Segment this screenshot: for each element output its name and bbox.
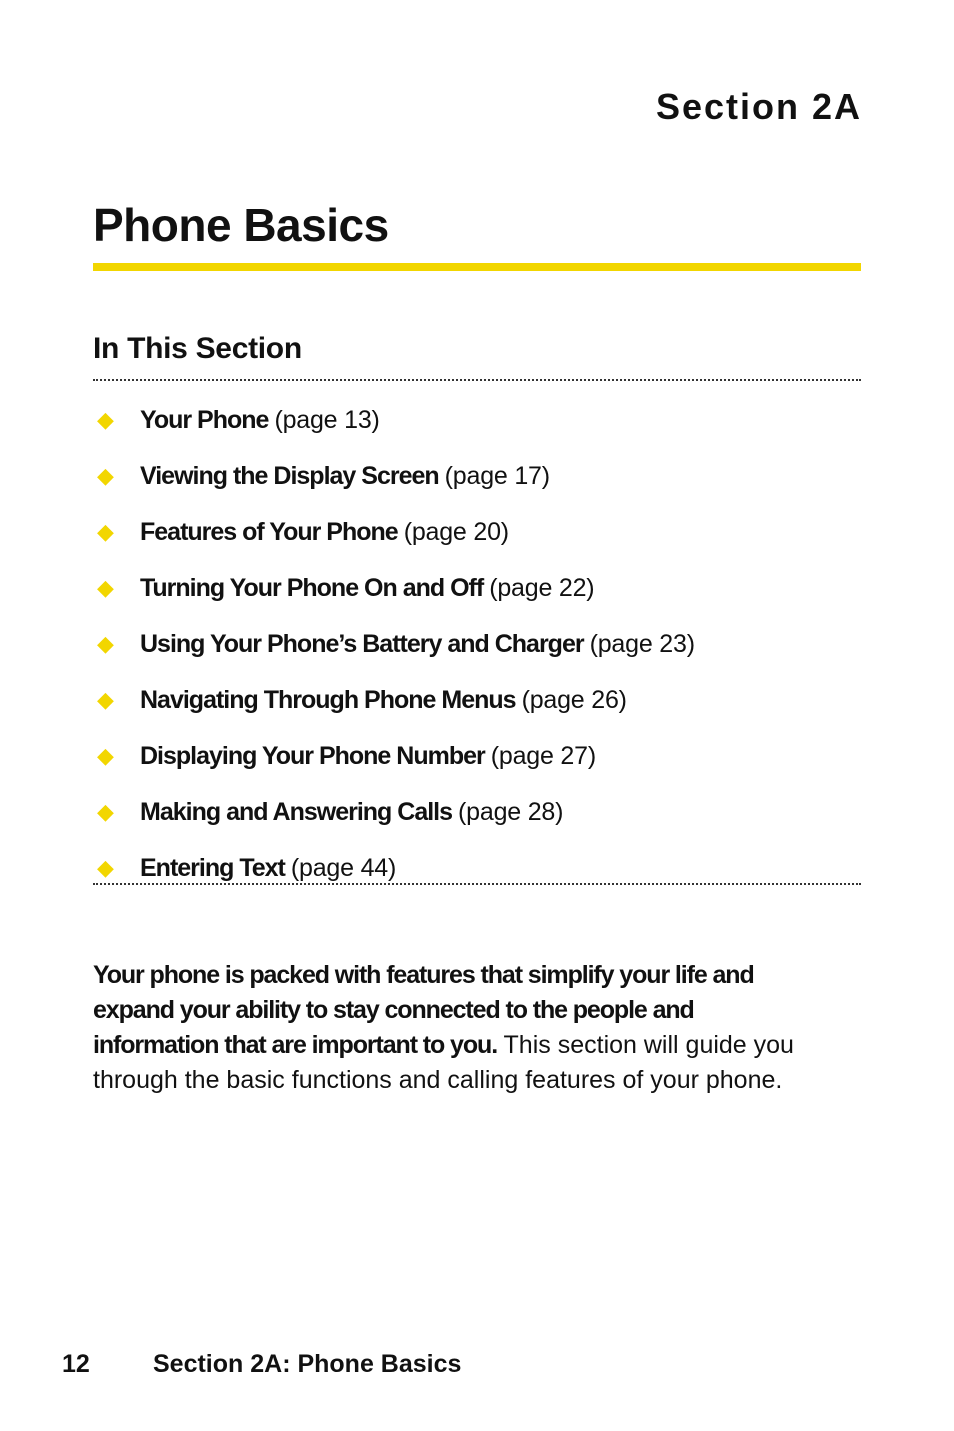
footer-page-number: 12 [62,1350,90,1378]
page-footer [62,1350,461,1379]
section-link-page: (page 44) [290,853,397,882]
section-link-title[interactable]: Displaying Your Phone Number [140,741,485,770]
section-link-page: (page 26) [521,685,627,714]
diamond-bullet-icon: ◆ [97,799,114,824]
section-link-item[interactable] [93,784,861,840]
section-link-title[interactable]: Using Your Phone’s Battery and Charger [140,629,584,658]
section-link-page: (page 23) [589,629,695,658]
section-link-title[interactable]: Entering Text [140,853,285,882]
section-link-page: (page 27) [490,741,596,770]
section-contents-list [93,392,861,896]
section-link-title[interactable]: Turning Your Phone On and Off [140,573,484,602]
section-link-item[interactable] [93,840,861,896]
section-label: Section 2A [655,86,862,127]
section-link-page: (page 22) [489,573,595,602]
in-this-section-heading: In This Section [93,332,302,365]
diamond-bullet-icon: ◆ [97,743,114,768]
dotted-divider-top [93,379,861,381]
intro-paragraph [93,958,823,1098]
section-link-item[interactable] [93,616,861,672]
diamond-bullet-icon: ◆ [97,407,114,432]
page-title: Phone Basics [93,199,389,251]
section-link-page: (page 13) [274,405,380,434]
diamond-bullet-icon: ◆ [97,463,114,488]
dotted-divider-bottom [93,883,861,885]
section-link-item[interactable] [93,448,861,504]
section-link-title[interactable]: Making and Answering Calls [140,797,453,826]
section-link-item[interactable] [93,560,861,616]
diamond-bullet-icon: ◆ [97,687,114,712]
section-link-item[interactable] [93,672,861,728]
intro-regular-text: This section will guide you through the basic functions and calling features of your phone. [93,1031,794,1094]
diamond-bullet-icon: ◆ [97,575,114,600]
section-link-page: (page 17) [444,461,550,490]
intro-bold-text: Your phone is packed with features that simplify your life and expand your ability to stay connected to the people and information that are important to you. [93,961,754,1059]
title-underline [93,263,861,271]
section-link-item[interactable] [93,392,861,448]
section-link-item[interactable] [93,504,861,560]
diamond-bullet-icon: ◆ [97,855,114,880]
section-link-title[interactable]: Viewing the Display Screen [140,461,439,490]
diamond-bullet-icon: ◆ [97,519,114,544]
section-link-item[interactable] [93,728,861,784]
section-link-page: (page 28) [458,797,564,826]
section-link-title[interactable]: Your Phone [140,405,269,434]
diamond-bullet-icon: ◆ [97,631,114,656]
section-link-title[interactable]: Navigating Through Phone Menus [140,685,516,714]
section-link-title[interactable]: Features of Your Phone [140,517,398,546]
section-link-page: (page 20) [403,517,509,546]
footer-running-title: Section 2A: Phone Basics [153,1350,462,1378]
